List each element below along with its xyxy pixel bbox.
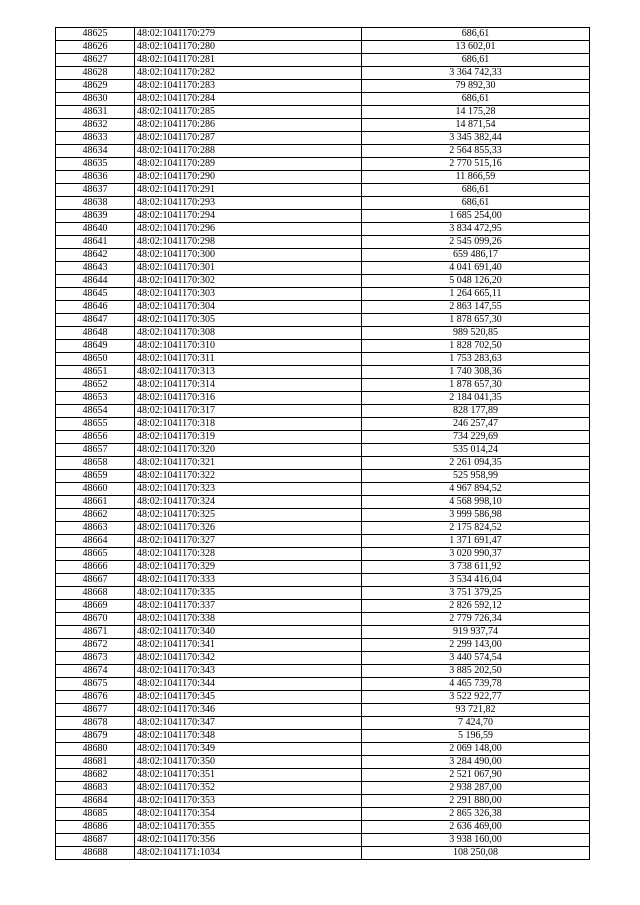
cadastral-value-cell: 2 863 147,55	[362, 301, 590, 314]
cadastral-value-cell: 2 938 287,00	[362, 782, 590, 795]
cadastral-number-cell: 48:02:1041170:300	[135, 249, 362, 262]
table-row	[56, 119, 590, 132]
table-row	[56, 470, 590, 483]
row-number-cell: 48655	[56, 418, 135, 431]
table-row	[56, 392, 590, 405]
row-number-cell: 48639	[56, 210, 135, 223]
cadastral-number-cell: 48:02:1041170:319	[135, 431, 362, 444]
table-row	[56, 327, 590, 340]
table-row	[56, 431, 590, 444]
cadastral-number-cell: 48:02:1041170:333	[135, 574, 362, 587]
row-number-cell: 48629	[56, 80, 135, 93]
row-number-cell: 48657	[56, 444, 135, 457]
cadastral-value-cell: 1 878 657,30	[362, 379, 590, 392]
table-row	[56, 28, 590, 41]
cadastral-number-cell: 48:02:1041170:281	[135, 54, 362, 67]
row-number-cell: 48662	[56, 509, 135, 522]
row-number-cell: 48671	[56, 626, 135, 639]
table-row	[56, 340, 590, 353]
cadastral-number-cell: 48:02:1041170:283	[135, 80, 362, 93]
row-number-cell: 48675	[56, 678, 135, 691]
cadastral-value-cell: 919 937,74	[362, 626, 590, 639]
table-row	[56, 145, 590, 158]
row-number-cell: 48660	[56, 483, 135, 496]
table-row	[56, 769, 590, 782]
cadastral-value-cell: 3 440 574,54	[362, 652, 590, 665]
row-number-cell: 48653	[56, 392, 135, 405]
cadastral-number-cell: 48:02:1041170:354	[135, 808, 362, 821]
row-number-cell: 48670	[56, 613, 135, 626]
cadastral-number-cell: 48:02:1041170:343	[135, 665, 362, 678]
cadastral-number-cell: 48:02:1041170:341	[135, 639, 362, 652]
row-number-cell: 48637	[56, 184, 135, 197]
cadastral-value-cell: 2 636 469,00	[362, 821, 590, 834]
cadastral-value-cell: 989 520,85	[362, 327, 590, 340]
table-row	[56, 574, 590, 587]
cadastral-number-cell: 48:02:1041170:282	[135, 67, 362, 80]
cadastral-number-cell: 48:02:1041170:329	[135, 561, 362, 574]
cadastral-number-cell: 48:02:1041170:279	[135, 28, 362, 41]
cadastral-number-cell: 48:02:1041170:356	[135, 834, 362, 847]
cadastral-value-cell: 659 486,17	[362, 249, 590, 262]
table-row	[56, 301, 590, 314]
cadastral-number-cell: 48:02:1041170:338	[135, 613, 362, 626]
table-row	[56, 262, 590, 275]
row-number-cell: 48631	[56, 106, 135, 119]
cadastral-number-cell: 48:02:1041170:287	[135, 132, 362, 145]
cadastral-number-cell: 48:02:1041170:305	[135, 314, 362, 327]
row-number-cell: 48640	[56, 223, 135, 236]
row-number-cell: 48628	[56, 67, 135, 80]
row-number-cell: 48646	[56, 301, 135, 314]
row-number-cell: 48667	[56, 574, 135, 587]
cadastral-value-cell: 3 534 416,04	[362, 574, 590, 587]
cadastral-number-cell: 48:02:1041170:321	[135, 457, 362, 470]
row-number-cell: 48685	[56, 808, 135, 821]
cadastral-number-cell: 48:02:1041170:328	[135, 548, 362, 561]
table-row	[56, 197, 590, 210]
table-row	[56, 548, 590, 561]
cadastral-number-cell: 48:02:1041170:304	[135, 301, 362, 314]
table-row	[56, 275, 590, 288]
cadastral-value-cell: 2 299 143,00	[362, 639, 590, 652]
row-number-cell: 48669	[56, 600, 135, 613]
row-number-cell: 48681	[56, 756, 135, 769]
table-row	[56, 808, 590, 821]
cadastral-value-table	[55, 27, 590, 860]
table-row	[56, 444, 590, 457]
table-row	[56, 652, 590, 665]
table-row	[56, 106, 590, 119]
cadastral-value-cell: 11 866,59	[362, 171, 590, 184]
cadastral-number-cell: 48:02:1041170:310	[135, 340, 362, 353]
table-row	[56, 600, 590, 613]
row-number-cell: 48635	[56, 158, 135, 171]
table-row	[56, 496, 590, 509]
cadastral-number-cell: 48:02:1041170:302	[135, 275, 362, 288]
cadastral-number-cell: 48:02:1041170:337	[135, 600, 362, 613]
cadastral-value-cell: 246 257,47	[362, 418, 590, 431]
cadastral-number-cell: 48:02:1041170:347	[135, 717, 362, 730]
row-number-cell: 48626	[56, 41, 135, 54]
cadastral-value-cell: 3 999 586,98	[362, 509, 590, 522]
cadastral-number-cell: 48:02:1041170:316	[135, 392, 362, 405]
cadastral-number-cell: 48:02:1041170:303	[135, 288, 362, 301]
cadastral-number-cell: 48:02:1041170:320	[135, 444, 362, 457]
cadastral-number-cell: 48:02:1041170:350	[135, 756, 362, 769]
cadastral-value-cell: 3 885 202,50	[362, 665, 590, 678]
cadastral-value-cell: 3 751 379,25	[362, 587, 590, 600]
table-row	[56, 561, 590, 574]
cadastral-value-cell: 79 892,30	[362, 80, 590, 93]
table-row	[56, 366, 590, 379]
cadastral-value-cell: 5 048 126,20	[362, 275, 590, 288]
table-row	[56, 41, 590, 54]
table-row	[56, 665, 590, 678]
row-number-cell: 48643	[56, 262, 135, 275]
cadastral-number-cell: 48:02:1041170:296	[135, 223, 362, 236]
row-number-cell: 48687	[56, 834, 135, 847]
cadastral-number-cell: 48:02:1041170:294	[135, 210, 362, 223]
row-number-cell: 48642	[56, 249, 135, 262]
cadastral-value-cell: 14 871,54	[362, 119, 590, 132]
row-number-cell: 48679	[56, 730, 135, 743]
cadastral-value-cell: 2 545 099,26	[362, 236, 590, 249]
table-row	[56, 171, 590, 184]
table-row	[56, 704, 590, 717]
row-number-cell: 48638	[56, 197, 135, 210]
row-number-cell: 48650	[56, 353, 135, 366]
cadastral-value-cell: 93 721,82	[362, 704, 590, 717]
table-row	[56, 379, 590, 392]
table-row	[56, 184, 590, 197]
cadastral-value-cell: 4 041 691,40	[362, 262, 590, 275]
cadastral-number-cell: 48:02:1041170:355	[135, 821, 362, 834]
cadastral-number-cell: 48:02:1041170:298	[135, 236, 362, 249]
cadastral-number-cell: 48:02:1041170:353	[135, 795, 362, 808]
cadastral-number-cell: 48:02:1041170:317	[135, 405, 362, 418]
cadastral-number-cell: 48:02:1041170:349	[135, 743, 362, 756]
cadastral-value-cell: 3 364 742,33	[362, 67, 590, 80]
cadastral-number-cell: 48:02:1041170:313	[135, 366, 362, 379]
table-row	[56, 223, 590, 236]
row-number-cell: 48688	[56, 847, 135, 860]
table-row	[56, 587, 590, 600]
cadastral-number-cell: 48:02:1041170:311	[135, 353, 362, 366]
cadastral-number-cell: 48:02:1041171:1034	[135, 847, 362, 860]
cadastral-number-cell: 48:02:1041170:285	[135, 106, 362, 119]
table-row	[56, 54, 590, 67]
row-number-cell: 48630	[56, 93, 135, 106]
row-number-cell: 48652	[56, 379, 135, 392]
cadastral-value-cell: 828 177,89	[362, 405, 590, 418]
row-number-cell: 48648	[56, 327, 135, 340]
cadastral-number-cell: 48:02:1041170:301	[135, 262, 362, 275]
cadastral-value-cell: 1 878 657,30	[362, 314, 590, 327]
cadastral-number-cell: 48:02:1041170:322	[135, 470, 362, 483]
row-number-cell: 48664	[56, 535, 135, 548]
cadastral-number-cell: 48:02:1041170:289	[135, 158, 362, 171]
cadastral-value-cell: 2 826 592,12	[362, 600, 590, 613]
row-number-cell: 48644	[56, 275, 135, 288]
cadastral-value-cell: 3 938 160,00	[362, 834, 590, 847]
cadastral-number-cell: 48:02:1041170:335	[135, 587, 362, 600]
cadastral-number-cell: 48:02:1041170:325	[135, 509, 362, 522]
cadastral-number-cell: 48:02:1041170:351	[135, 769, 362, 782]
cadastral-value-cell: 4 967 894,52	[362, 483, 590, 496]
table-row	[56, 743, 590, 756]
table-row	[56, 67, 590, 80]
cadastral-number-cell: 48:02:1041170:352	[135, 782, 362, 795]
cadastral-value-cell: 2 175 824,52	[362, 522, 590, 535]
cadastral-value-cell: 14 175,28	[362, 106, 590, 119]
table-row	[56, 353, 590, 366]
row-number-cell: 48674	[56, 665, 135, 678]
cadastral-value-cell: 686,61	[362, 184, 590, 197]
row-number-cell: 48668	[56, 587, 135, 600]
cadastral-value-cell: 1 828 702,50	[362, 340, 590, 353]
row-number-cell: 48651	[56, 366, 135, 379]
cadastral-value-cell: 535 014,24	[362, 444, 590, 457]
table-row	[56, 210, 590, 223]
row-number-cell: 48673	[56, 652, 135, 665]
table-row	[56, 691, 590, 704]
cadastral-value-cell: 3 522 922,77	[362, 691, 590, 704]
cadastral-value-cell: 2 069 148,00	[362, 743, 590, 756]
cadastral-number-cell: 48:02:1041170:345	[135, 691, 362, 704]
cadastral-value-cell: 2 770 515,16	[362, 158, 590, 171]
cadastral-number-cell: 48:02:1041170:324	[135, 496, 362, 509]
row-number-cell: 48659	[56, 470, 135, 483]
row-number-cell: 48647	[56, 314, 135, 327]
cadastral-value-cell: 1 371 691,47	[362, 535, 590, 548]
row-number-cell: 48682	[56, 769, 135, 782]
cadastral-number-cell: 48:02:1041170:314	[135, 379, 362, 392]
cadastral-value-cell: 1 740 308,36	[362, 366, 590, 379]
table-row	[56, 678, 590, 691]
table-row	[56, 639, 590, 652]
table-row	[56, 522, 590, 535]
row-number-cell: 48633	[56, 132, 135, 145]
table-row	[56, 249, 590, 262]
cadastral-value-cell: 3 345 382,44	[362, 132, 590, 145]
table-row	[56, 847, 590, 860]
cadastral-number-cell: 48:02:1041170:280	[135, 41, 362, 54]
row-number-cell: 48632	[56, 119, 135, 132]
table-row	[56, 132, 590, 145]
row-number-cell: 48658	[56, 457, 135, 470]
table-row	[56, 756, 590, 769]
table-row	[56, 80, 590, 93]
cadastral-value-cell: 1 685 254,00	[362, 210, 590, 223]
cadastral-number-cell: 48:02:1041170:290	[135, 171, 362, 184]
cadastral-value-cell: 525 958,99	[362, 470, 590, 483]
row-number-cell: 48663	[56, 522, 135, 535]
cadastral-number-cell: 48:02:1041170:284	[135, 93, 362, 106]
cadastral-value-cell: 734 229,69	[362, 431, 590, 444]
cadastral-value-cell: 3 834 472,95	[362, 223, 590, 236]
cadastral-value-cell: 686,61	[362, 28, 590, 41]
table-row	[56, 834, 590, 847]
cadastral-value-cell: 686,61	[362, 197, 590, 210]
row-number-cell: 48665	[56, 548, 135, 561]
cadastral-number-cell: 48:02:1041170:291	[135, 184, 362, 197]
row-number-cell: 48684	[56, 795, 135, 808]
cadastral-value-cell: 2 564 855,33	[362, 145, 590, 158]
cadastral-number-cell: 48:02:1041170:348	[135, 730, 362, 743]
cadastral-value-cell: 2 521 067,90	[362, 769, 590, 782]
row-number-cell: 48677	[56, 704, 135, 717]
row-number-cell: 48678	[56, 717, 135, 730]
cadastral-value-cell: 2 184 041,35	[362, 392, 590, 405]
row-number-cell: 48627	[56, 54, 135, 67]
row-number-cell: 48654	[56, 405, 135, 418]
row-number-cell: 48636	[56, 171, 135, 184]
cadastral-value-cell: 3 284 490,00	[362, 756, 590, 769]
row-number-cell: 48666	[56, 561, 135, 574]
cadastral-number-cell: 48:02:1041170:326	[135, 522, 362, 535]
table-row	[56, 418, 590, 431]
cadastral-value-cell: 4 465 739,78	[362, 678, 590, 691]
table-body	[56, 28, 590, 860]
table-row	[56, 288, 590, 301]
cadastral-number-cell: 48:02:1041170:327	[135, 535, 362, 548]
cadastral-number-cell: 48:02:1041170:286	[135, 119, 362, 132]
table-row	[56, 626, 590, 639]
row-number-cell: 48656	[56, 431, 135, 444]
cadastral-value-cell: 1 753 283,63	[362, 353, 590, 366]
row-number-cell: 48634	[56, 145, 135, 158]
cadastral-number-cell: 48:02:1041170:344	[135, 678, 362, 691]
table-row	[56, 314, 590, 327]
row-number-cell: 48645	[56, 288, 135, 301]
cadastral-value-cell: 4 568 998,10	[362, 496, 590, 509]
table-row	[56, 717, 590, 730]
cadastral-value-cell: 3 020 990,37	[362, 548, 590, 561]
table-row	[56, 535, 590, 548]
cadastral-value-cell: 3 738 611,92	[362, 561, 590, 574]
table-row	[56, 730, 590, 743]
table-row	[56, 236, 590, 249]
cadastral-value-cell: 2 261 094,35	[362, 457, 590, 470]
row-number-cell: 48686	[56, 821, 135, 834]
cadastral-value-cell: 2 291 880,00	[362, 795, 590, 808]
table-row	[56, 821, 590, 834]
table-row	[56, 158, 590, 171]
cadastral-value-cell: 7 424,70	[362, 717, 590, 730]
row-number-cell: 48683	[56, 782, 135, 795]
cadastral-number-cell: 48:02:1041170:293	[135, 197, 362, 210]
cadastral-value-cell: 686,61	[362, 54, 590, 67]
table-row	[56, 483, 590, 496]
table-row	[56, 795, 590, 808]
cadastral-value-cell: 686,61	[362, 93, 590, 106]
cadastral-number-cell: 48:02:1041170:323	[135, 483, 362, 496]
row-number-cell: 48672	[56, 639, 135, 652]
cadastral-number-cell: 48:02:1041170:342	[135, 652, 362, 665]
table-row	[56, 457, 590, 470]
cadastral-value-cell: 1 264 665,11	[362, 288, 590, 301]
cadastral-value-cell: 2 865 326,38	[362, 808, 590, 821]
cadastral-value-cell: 13 602,01	[362, 41, 590, 54]
cadastral-value-cell: 5 196,59	[362, 730, 590, 743]
table-row	[56, 405, 590, 418]
cadastral-number-cell: 48:02:1041170:346	[135, 704, 362, 717]
cadastral-number-cell: 48:02:1041170:318	[135, 418, 362, 431]
row-number-cell: 48661	[56, 496, 135, 509]
row-number-cell: 48676	[56, 691, 135, 704]
cadastral-number-cell: 48:02:1041170:340	[135, 626, 362, 639]
row-number-cell: 48625	[56, 28, 135, 41]
row-number-cell: 48680	[56, 743, 135, 756]
cadastral-number-cell: 48:02:1041170:288	[135, 145, 362, 158]
cadastral-value-cell: 2 779 726,34	[362, 613, 590, 626]
table-row	[56, 613, 590, 626]
table-row	[56, 509, 590, 522]
table-row	[56, 93, 590, 106]
row-number-cell: 48641	[56, 236, 135, 249]
cadastral-value-cell: 108 250,08	[362, 847, 590, 860]
table-row	[56, 782, 590, 795]
cadastral-number-cell: 48:02:1041170:308	[135, 327, 362, 340]
row-number-cell: 48649	[56, 340, 135, 353]
